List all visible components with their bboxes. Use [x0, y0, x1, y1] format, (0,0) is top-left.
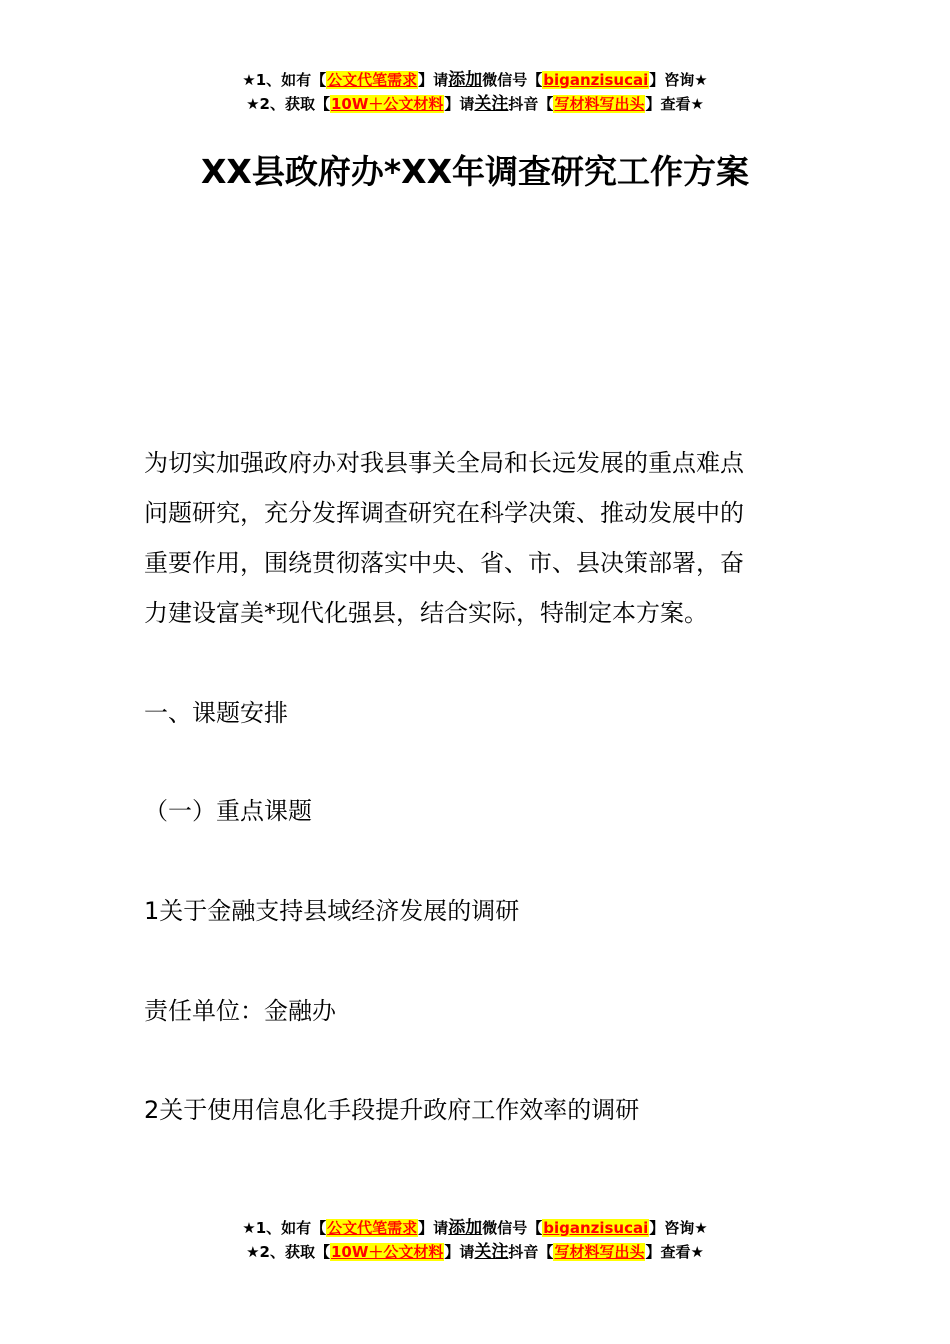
- banner-text: 微信号【: [482, 1219, 543, 1237]
- banner-line-1: [0, 68, 950, 92]
- banner-highlight: biganzisucai: [543, 71, 649, 89]
- responsible-unit-1: 责任单位：金融办: [144, 997, 336, 1025]
- banner-emphasis: 添加: [448, 1218, 483, 1238]
- banner-text: ★1、如有【: [242, 71, 327, 89]
- banner-text: 】查看★: [645, 1243, 704, 1261]
- banner-line-2: [0, 1240, 950, 1264]
- banner-text: 】请: [418, 1219, 449, 1237]
- header-banner: [0, 68, 950, 116]
- banner-highlight: 公文代笔需求: [327, 71, 418, 89]
- banner-line-1: [0, 1216, 950, 1240]
- intro-line: 问题研究，充分发挥调查研究在科学决策、推动发展中的: [144, 499, 744, 527]
- document-title: XX县政府办*XX年调查研究工作方案: [200, 152, 750, 191]
- banner-text: 抖音【: [508, 1243, 554, 1261]
- topic-item-1: 1关于金融支持县域经济发展的调研: [144, 897, 520, 925]
- banner-highlight: 10W＋公文材料: [330, 95, 444, 113]
- intro-paragraph: [144, 438, 814, 638]
- banner-emphasis: 关注: [474, 1242, 509, 1262]
- banner-highlight: 写材料写出头: [554, 1243, 645, 1261]
- banner-line-2: [0, 92, 950, 116]
- section-heading-1: 一、课题安排: [144, 699, 288, 727]
- banner-highlight: 写材料写出头: [554, 95, 645, 113]
- banner-text: 】咨询★: [649, 1219, 708, 1237]
- banner-text: ★2、获取【: [246, 1243, 330, 1261]
- banner-highlight: 10W＋公文材料: [330, 1243, 444, 1261]
- topic-item-2: 2关于使用信息化手段提升政府工作效率的调研: [144, 1096, 640, 1124]
- banner-emphasis: 关注: [474, 94, 509, 114]
- intro-line: 为切实加强政府办对我县事关全局和长远发展的重点难点: [144, 449, 744, 477]
- footer-banner: [0, 1216, 950, 1264]
- banner-text: 】查看★: [645, 95, 704, 113]
- banner-text: ★1、如有【: [242, 1219, 327, 1237]
- banner-emphasis: 添加: [448, 70, 483, 90]
- banner-text: 】咨询★: [649, 71, 708, 89]
- intro-line: 重要作用，围绕贯彻落实中央、省、市、县决策部署，奋: [144, 549, 744, 577]
- banner-text: 微信号【: [482, 71, 543, 89]
- banner-highlight: biganzisucai: [543, 1219, 649, 1237]
- banner-highlight: 公文代笔需求: [327, 1219, 418, 1237]
- subsection-heading-1: （一）重点课题: [144, 797, 312, 825]
- banner-text: 】请: [444, 1243, 475, 1261]
- banner-text: ★2、获取【: [246, 95, 330, 113]
- banner-text: 】请: [444, 95, 475, 113]
- banner-text: 抖音【: [508, 95, 554, 113]
- banner-text: 】请: [418, 71, 449, 89]
- intro-line: 力建设富美*现代化强县，结合实际，特制定本方案。: [144, 599, 708, 627]
